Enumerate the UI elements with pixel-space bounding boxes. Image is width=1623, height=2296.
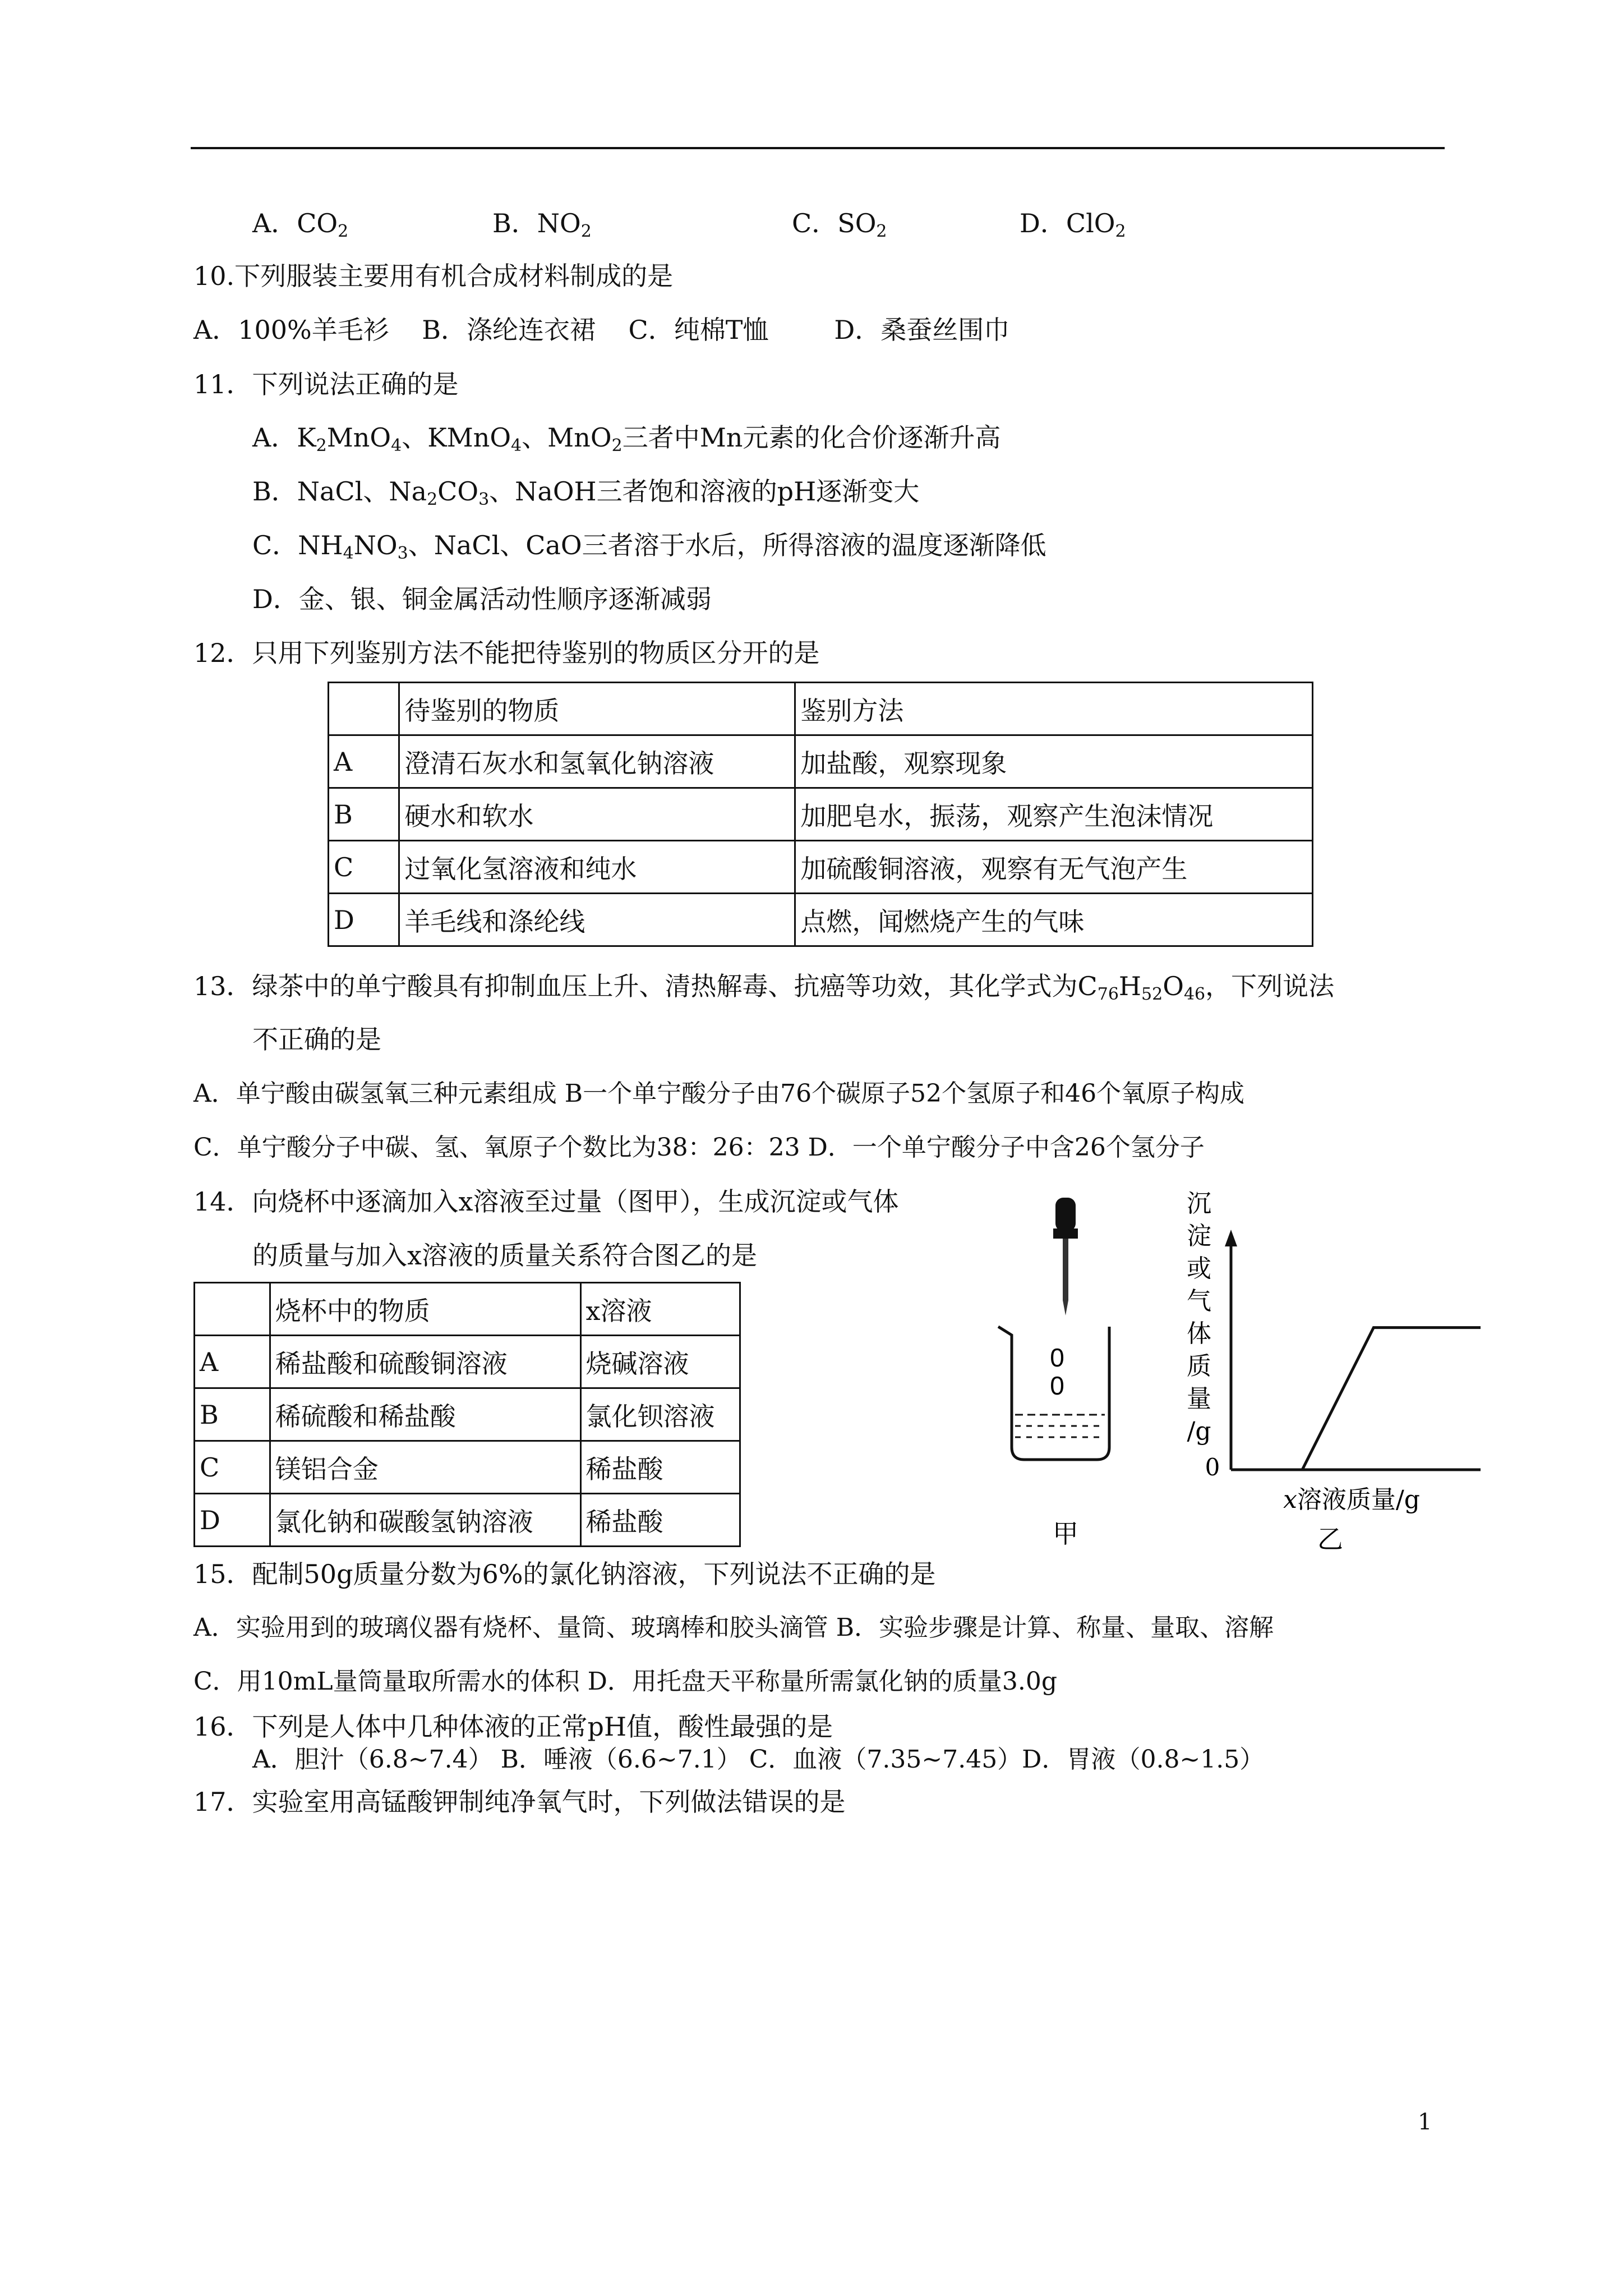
table-row <box>195 1441 740 1494</box>
table-row <box>329 841 1313 894</box>
y-axis-label-char: 质 <box>1187 1352 1211 1381</box>
table-cell: C <box>195 1441 270 1494</box>
table-cell: 鉴别方法 <box>795 683 1313 735</box>
table-row <box>329 788 1313 841</box>
dropper-collar <box>1053 1228 1078 1239</box>
beaker-icon <box>998 1327 1109 1460</box>
table-cell: 氯化钠和碳酸氢钠溶液 <box>270 1494 580 1547</box>
table-cell: A <box>195 1336 270 1388</box>
q16-options: A．胆汁（6.8~7.4） B．唾液（6.6~7.1） C．血液（7.35~7.45）D．胃液（0.8~1.5） <box>252 1745 1265 1774</box>
table-row <box>195 1388 740 1441</box>
q13-options-cd: C．单宁酸分子中碳、氢、氧原子个数比为38：26：23 D．一个单宁酸分子中含26个氢分子 <box>193 1133 1205 1162</box>
y-axis-label <box>1187 1189 1211 1446</box>
q11-option-c: C．$NH_4NO_3$、NaCl、CaO三者溶于水后，所得溶液的温度逐渐降低 <box>252 530 1046 563</box>
y-axis-arrow <box>1225 1230 1237 1246</box>
table-cell: 澄清石灰水和氢氧化钠溶液 <box>399 735 795 788</box>
bubble-label: 0 <box>1050 1371 1064 1400</box>
q9-option-c: C．$SO_2$ <box>792 208 887 241</box>
y-axis-label-char: 淀 <box>1187 1222 1211 1250</box>
y-axis-label-char: /g <box>1187 1417 1211 1446</box>
table-cell <box>195 1283 270 1336</box>
q11-stem: 11．下列说法正确的是 <box>193 369 459 399</box>
dropper-tube <box>1063 1239 1068 1300</box>
table-cell: 烧杯中的物质 <box>270 1283 580 1336</box>
y-axis-label-char: 体 <box>1187 1319 1211 1348</box>
figure-yi-label: 乙 <box>1317 1524 1343 1554</box>
q11-option-d: D．金、银、铜金属活动性顺序逐渐减弱 <box>252 584 712 614</box>
q11-option-b: B．NaCl、$Na_2CO_3$、NaOH三者饱和溶液的pH逐渐变大 <box>252 476 920 509</box>
q11-option-a: A．$K_2MnO_4$、KMnO$_4$、MnO$_2$三者中Mn元素的化合价逐渐升高 <box>252 422 1001 455</box>
q12-stem: 12．只用下列鉴别方法不能把待鉴别的物质区分开的是 <box>193 638 820 668</box>
x-axis-label <box>1283 1485 1420 1514</box>
page-number: 1 <box>1418 2109 1432 2135</box>
q9-option-b: B．$NO_2$ <box>492 208 592 241</box>
q13-stem: 13．绿茶中的单宁酸具有抑制血压上升、清热解毒、抗癌等功效，其化学式为$C_{76}H_{52}O_{46}$，下列说法 <box>193 971 1335 1004</box>
q17-stem: 17．实验室用高锰酸钾制纯净氧气时，下列做法错误的是 <box>193 1787 846 1817</box>
q15-stem: 15．配制50g质量分数为6%的氯化钠溶液，下列说法不正确的是 <box>193 1559 936 1589</box>
table-cell: A <box>329 735 399 788</box>
table-cell: C <box>329 841 399 894</box>
series-line <box>1302 1328 1481 1470</box>
table-cell: 氯化钡溶液 <box>580 1388 740 1441</box>
y-axis-label-char: 沉 <box>1187 1189 1211 1218</box>
table-cell: 稀盐酸 <box>580 1494 740 1547</box>
y-axis-label-char: 气 <box>1187 1287 1211 1315</box>
table-cell: 镁铝合金 <box>270 1441 580 1494</box>
table-cell: x溶液 <box>580 1283 740 1336</box>
q13-options-ab: A．单宁酸由碳氢氧三种元素组成 B一个单宁酸分子由76个碳原子52个氢原子和46个氧原子构成 <box>193 1079 1245 1108</box>
q12-table <box>328 682 1313 947</box>
table-cell: 稀盐酸和硫酸铜溶液 <box>270 1336 580 1388</box>
table-cell: 加肥皂水，振荡，观察产生泡沫情况 <box>795 788 1313 841</box>
origin-label: 0 <box>1205 1453 1220 1481</box>
q14-stem: 14．向烧杯中逐滴加入x溶液至过量（图甲），生成沉淀或气体 <box>193 1186 899 1217</box>
table-cell: 硬水和软水 <box>399 788 795 841</box>
table-cell: 羊毛线和涤纶线 <box>399 894 795 946</box>
y-axis-label-char: 量 <box>1187 1384 1211 1413</box>
dropper-icon <box>1053 1198 1078 1315</box>
q14-stem-line2: 的质量与加入x溶液的质量关系符合图乙的是 <box>252 1240 757 1271</box>
table-cell: 稀硫酸和稀盐酸 <box>270 1388 580 1441</box>
table-cell <box>329 683 399 735</box>
table-cell: B <box>329 788 399 841</box>
table-row <box>195 1494 740 1547</box>
table-cell: 过氧化氢溶液和纯水 <box>399 841 795 894</box>
q10-stem: 10.下列服装主要用有机合成材料制成的是 <box>193 261 674 291</box>
q14-table <box>193 1282 741 1547</box>
table-row <box>329 894 1313 946</box>
bubble-label: 0 <box>1050 1343 1064 1372</box>
y-axis-label-char: 或 <box>1187 1254 1211 1283</box>
q10-options: A．100%羊毛衫 B．涤纶连衣裙 C．纯棉T恤 D．桑蚕丝围巾 <box>193 315 1010 345</box>
table-row <box>329 735 1313 788</box>
table-cell: D <box>195 1494 270 1547</box>
q9-option-d: D．ClO$_2$ <box>1020 208 1126 241</box>
q12-table-header <box>329 683 1313 735</box>
q16-stem: 16．下列是人体中几种体液的正常pH值，酸性最强的是 <box>193 1711 833 1742</box>
figure-yi-chart <box>1166 1178 1514 1559</box>
q9-option-a: A．$CO_2$ <box>252 208 349 241</box>
q14-table-header <box>195 1283 740 1336</box>
table-cell: 加硫酸铜溶液，观察有无气泡产生 <box>795 841 1313 894</box>
table-cell: 待鉴别的物质 <box>399 683 795 735</box>
q13-stem-line2: 不正确的是 <box>252 1024 381 1055</box>
table-cell: 稀盐酸 <box>580 1441 740 1494</box>
figure-jia-label: 甲 <box>1053 1519 1078 1549</box>
figure-jia <box>993 1184 1138 1554</box>
q15-options-cd: C．用10mL量筒量取所需水的体积 D．用托盘天平称量所需氯化钠的质量3.0g <box>193 1667 1057 1696</box>
table-cell: D <box>329 894 399 946</box>
table-cell: 烧碱溶液 <box>580 1336 740 1388</box>
x-axis-label-text: 溶液质量/g <box>1297 1485 1420 1514</box>
header-rule <box>191 147 1445 149</box>
table-cell: 点燃，闻燃烧产生的气味 <box>795 894 1313 946</box>
x-axis-label-var: x <box>1283 1485 1297 1514</box>
q15-options-ab: A．实验用到的玻璃仪器有烧杯、量筒、玻璃棒和胶头滴管 B．实验步骤是计算、称量、量取、溶解 <box>193 1613 1274 1642</box>
dropper-bulb <box>1055 1198 1076 1231</box>
table-cell: 加盐酸，观察现象 <box>795 735 1313 788</box>
table-row <box>195 1336 740 1388</box>
table-cell: B <box>195 1388 270 1441</box>
dropper-tip <box>1063 1300 1068 1315</box>
